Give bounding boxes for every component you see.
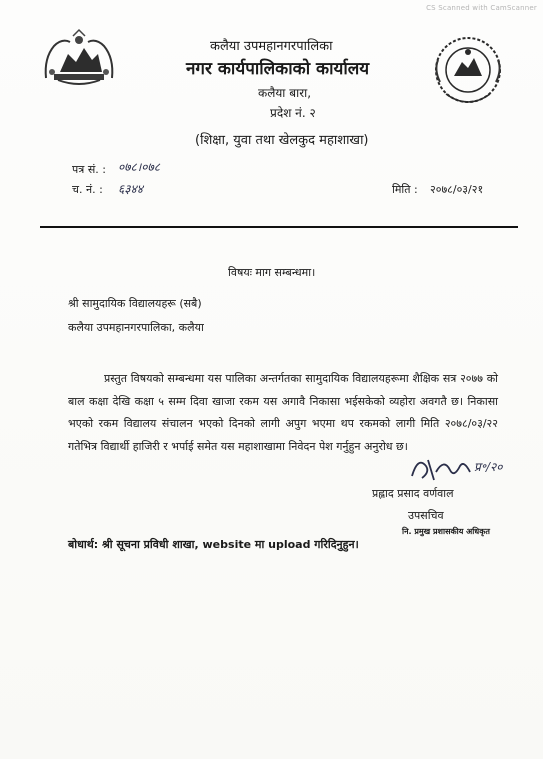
letter-body: प्रस्तुत विषयको सम्बन्धमा यस पालिका अन्तर्गतका सामुदायिक विद्यालयहरूमा शैक्षिक सत्र २०७७ को बाल कक्षा देखि कक्षा ५ सम्म दिवा खाजा रकम यस अगावै निकासा भईसकेको व्यहोरा अवगतै छ। निकासा भएको रकम विद्यालय संचालन भएको दिनको लागी अपुग भएमा थप रकमको लागी मिति २०७८/०३/२२ गतेभित्र विद्यार्थी हाजिरी र भर्पाई समेत यस महाशाखामा निवेदन पेश गर्नुहुन अनुरोध छ। xyxy=(68,372,498,453)
scanner-watermark: CS Scanned with CamScanner xyxy=(426,4,537,12)
dispatch-number-label: च. नं. : xyxy=(72,183,103,196)
dispatch-number-value: ६३४४ xyxy=(118,182,143,196)
subject-line: विषयः माग सम्बन्धमा। xyxy=(228,266,316,279)
nepal-emblem-logo xyxy=(40,28,118,90)
addressee-line-2: कलैया उपमहानगरपालिका, कलैया xyxy=(68,321,204,334)
municipality-name: कलैया उपमहानगरपालिका xyxy=(210,39,333,54)
date-label: मिति : xyxy=(392,183,418,196)
province-number: प्रदेश नं. २ xyxy=(270,106,316,120)
office-address: कलैया बारा, xyxy=(258,86,312,100)
division-name: (शिक्षा, युवा तथा खेलकुद महाशाखा) xyxy=(195,133,369,148)
addressee-line-1: श्री सामुदायिक विद्यालयहरू (सबै) xyxy=(68,297,202,310)
header-divider xyxy=(40,226,518,228)
signatory-name: प्रह्लाद प्रसाद वर्णवाल xyxy=(372,487,454,500)
signature-handwritten-text: प्र॰/२० xyxy=(474,460,503,474)
signatory-designation: उपसचिव xyxy=(408,509,444,522)
municipality-seal-logo xyxy=(426,30,510,116)
office-title: नगर कार्यपालिकाको कार्यालय xyxy=(186,59,370,79)
official-stamp-text: नि. प्रमुख प्रशासकीय अधिकृत xyxy=(402,527,490,536)
date-value: २०७८/०३/२१ xyxy=(430,183,484,196)
letter-number-label: पत्र सं. : xyxy=(72,163,106,176)
copy-to-line: बोधार्थ: श्री सूचना प्रविधी शाखा, website मा upload गरिदिनुहुन। xyxy=(68,538,359,551)
letter-number-value: ०७८।०७८ xyxy=(118,160,160,174)
